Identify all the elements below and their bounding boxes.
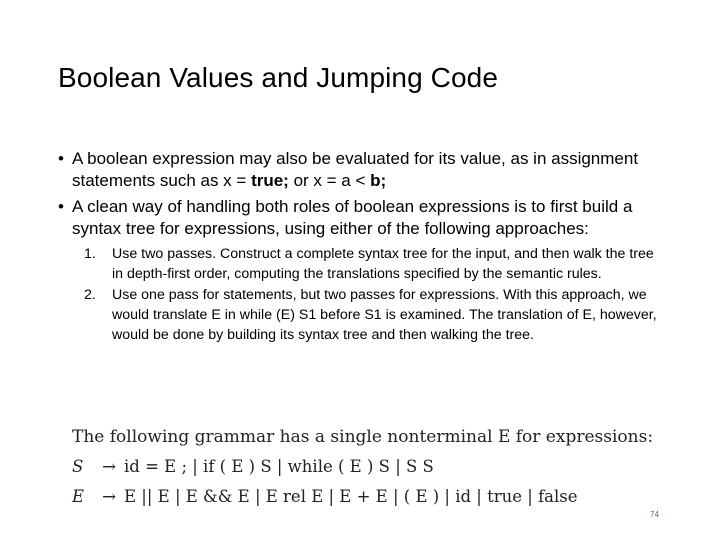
production-rhs: E || E | E && E | E rel E | E + E | ( E ) | id | true | false: [124, 487, 578, 506]
bold-keyword: true;: [251, 171, 289, 190]
grammar-image: [72, 424, 654, 510]
bullet-text: A boolean expression may also be evaluated for its value, as in assignment statements such as x =: [72, 149, 639, 190]
item-number: 1.: [84, 246, 96, 262]
numbered-list: [72, 244, 658, 345]
production-lhs: E: [72, 487, 85, 506]
item-number: 2.: [84, 287, 96, 303]
grammar-production: [72, 454, 632, 480]
item-text: Use two passes. Construct a complete syntax tree for the input, and then walk the tree in depth-first order, computing the translations specified by the semantic rules.: [112, 246, 654, 282]
bullet-list: [58, 148, 658, 349]
slide-title: Boolean Values and Jumping Code: [58, 62, 498, 93]
arrow-icon: →: [102, 457, 116, 476]
bullet-item: [58, 196, 658, 345]
bold-keyword: b;: [370, 171, 387, 190]
grammar-caption: The following grammar has a single nonterminal E for expressions:: [72, 427, 654, 447]
bullet-text: A clean way of handling both roles of boolean expressions is to first build a syntax tree for expressions, using either of the following approaches:: [72, 197, 633, 238]
page-number: 74: [650, 510, 659, 519]
numbered-item: [72, 285, 658, 345]
item-text: Use one pass for statements, but two passes for expressions. With this approach, we would translate E in while (E) S1 before S1 is examined. The translation of E, however, would be done by building its syntax tree and then walking the tree.: [112, 287, 657, 343]
grammar-production: [72, 484, 632, 510]
production-lhs: S: [72, 457, 84, 476]
bullet-item: [58, 148, 658, 192]
numbered-item: [72, 244, 658, 284]
bullet-text: or x = a <: [288, 171, 371, 190]
production-rhs: id = E ; | if ( E ) S | while ( E ) S | S S: [124, 457, 434, 476]
arrow-icon: →: [102, 487, 116, 506]
